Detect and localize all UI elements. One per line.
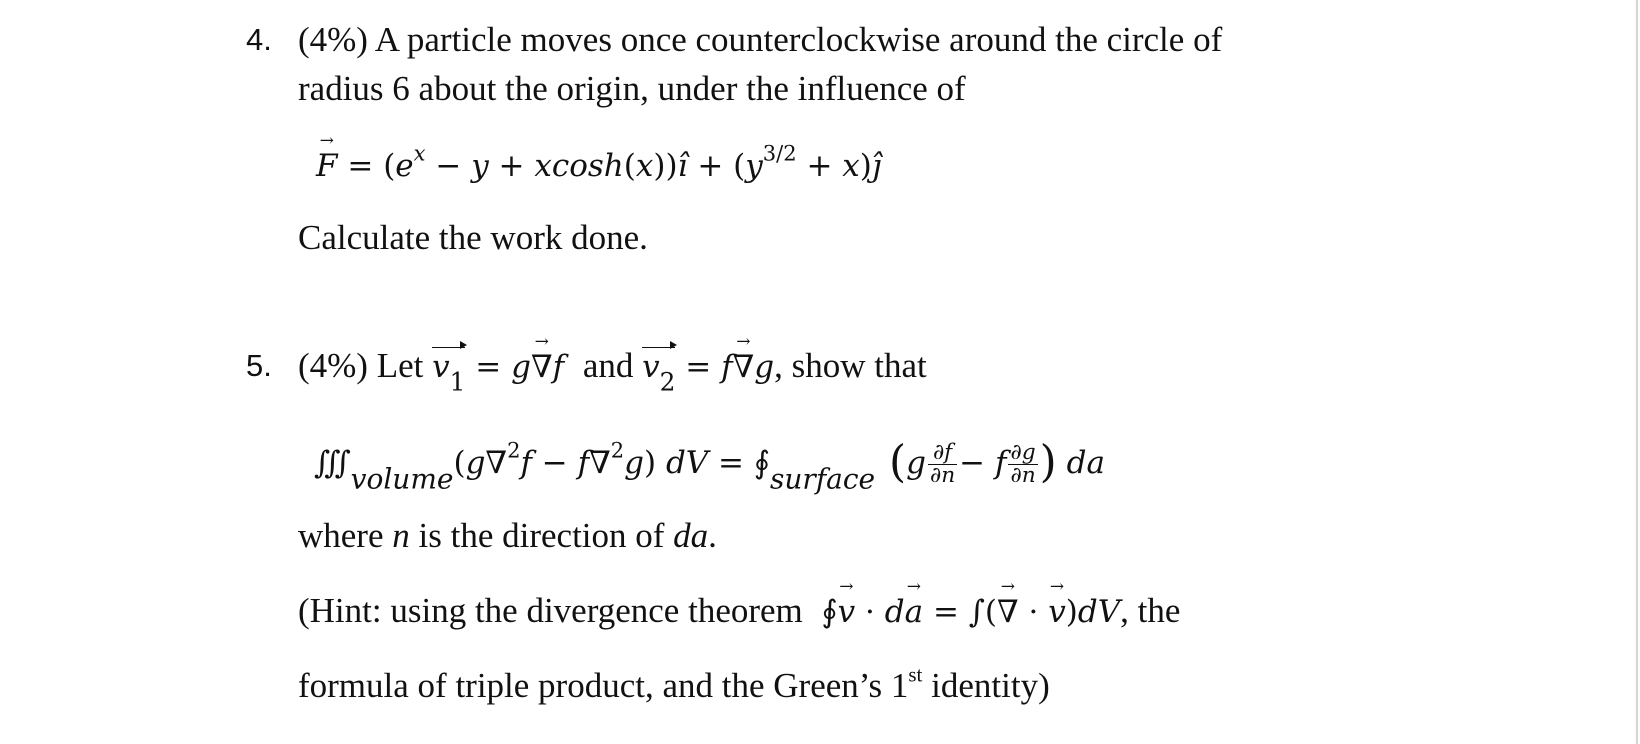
where-n-line: where n is the direction of da. [298,516,717,555]
problem-4-instruction: Calculate the work done. [298,218,648,257]
problem-5-number: 5. [246,348,272,383]
show-that-text: , show that [774,346,927,385]
force-field-equation: → $F = (e^x - y$ + xcosh(x))ı̂ + ($y^{3/2}$ + x)ȷ̂ [316,143,882,188]
problem-5-line-1: (4%) Let $v_1 = g\to \nabla f$ and $v_2 = f\to \nabla g$, show that [298,344,927,389]
problem-4-line-2: radius 6 about the origin, under the influence of [298,69,966,108]
green-identity-equation: $∭_{volume}(g\nabla^2f - f\nabla^2g)$ dV = $∮_{surface}$ (g $\frac{\partial f}{\partial n}$ − f $\frac{\partial g}{\partial n}$ ) da [314,436,1105,496]
hint-line-1: (Hint: using the divergence theorem ∮→ v · d→ a = ∫(→ ∇ · → v)dV, the [298,589,1180,634]
and-word: and [582,346,634,385]
problem-4-number: 4. [246,22,272,57]
page-edge-border [1636,0,1638,744]
problem-5-intro: (4%) Let [298,346,424,385]
problem-4-line-1: (4%) A particle moves once counterclockwise around the circle of [298,20,1223,59]
hint-line-2: formula of triple product, and the Green’s 1st identity) [298,662,1050,705]
